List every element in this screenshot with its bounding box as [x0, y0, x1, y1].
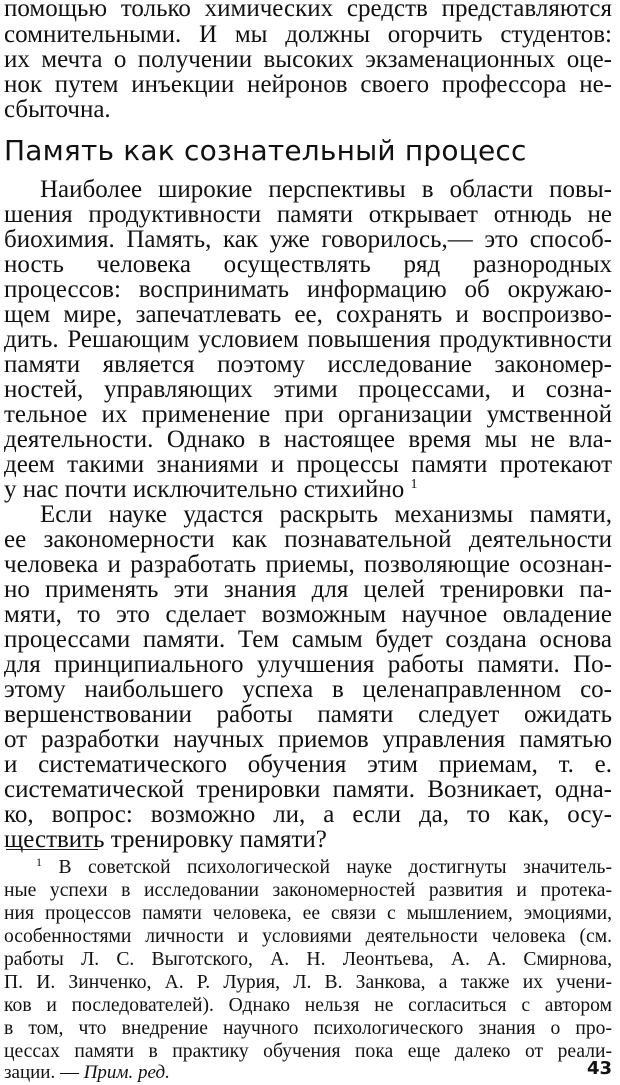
paragraph-line: ществить тренировку памяти?: [4, 826, 327, 853]
paragraph-line: шения продуктивности памяти открывает отнюдь не: [4, 201, 612, 228]
paragraph-line: ностей, управляющих этими процессами, и созна-: [4, 376, 612, 403]
footnote-line: ков и последователей). Однако нельзя не согласиться с автором: [4, 995, 612, 1016]
footnote-line: цессах памяти в практику обучения пока еще далеко от реали-: [4, 1041, 612, 1062]
footnote-number: 1: [36, 855, 42, 869]
paragraph-line: вершенствовании работы памяти следует ожидать: [4, 701, 612, 728]
footnote-line: П. И. Зинченко, А. Р. Лурия, Л. В. Занкова, а также их учени-: [4, 972, 612, 993]
paragraph-line: щем мире, запечатлевать ее, сохранять и воспроизво-: [4, 301, 612, 328]
paragraph-line: этому наибольшего успеха в целенаправленном со-: [4, 676, 612, 703]
paragraph-line: деем такими знаниями и процессы памяти протекают: [4, 451, 612, 478]
footnote-line: в том, что внедрение научного психологического знания о про-: [4, 1018, 612, 1039]
footnote-marker: 1: [410, 477, 418, 492]
footnote-text: В советской психологической науке достигнуты значитель-: [58, 857, 612, 878]
paragraph-line: Наиболее широкие перспективы в области повы-: [40, 176, 612, 203]
paragraph-line: и систематического обучения этим приемам, т. е.: [4, 751, 612, 778]
footnote-text: зации. —: [4, 1062, 79, 1083]
paragraph-line-text: у нас почти исключительно стихийно: [4, 476, 405, 503]
intro-line: нок путем инъекции нейронов своего профессора не-: [4, 71, 612, 98]
footnote-line: ные успехи в исследовании закономерностей развития и протека-: [4, 880, 612, 901]
paragraph-line: для принципиального улучшения работы памяти. По-: [4, 651, 612, 678]
paragraph-line: систематической тренировки памяти. Возникает, одна-: [4, 776, 612, 803]
paragraph-line: ность человека осуществлять ряд разнородных: [4, 251, 612, 278]
paragraph-line: человека и разработать приемы, позволяющие осознан-: [4, 551, 612, 578]
intro-line: их мечта о получении высоких экзаменационных оце-: [4, 46, 612, 73]
paragraph-line: Если науке удастся раскрыть механизмы памяти,: [40, 501, 612, 528]
paragraph-line: ее закономерности как познавательной деятельности: [4, 526, 612, 553]
intro-line: сбыточна.: [4, 96, 111, 123]
intro-line: помощью только химических средств представляются: [4, 0, 612, 22]
paragraph-line: процессами памяти. Тем самым будет создана основа: [4, 626, 612, 653]
footnote-line: ния процессов памяти человека, ее связи с мышлением, эмоциями,: [4, 903, 612, 924]
paragraph-line: от разработки научных приемов управления памятью: [4, 726, 612, 753]
paragraph-line: мяти, то это сделает возможным научное овладение: [4, 601, 612, 628]
paragraph-line: тельное их применение при организации умственной: [4, 401, 612, 428]
paragraph-line: биохимия. Память, как уже говорилось,— это способ-: [4, 226, 612, 253]
section-heading: Память как сознательный процесс: [4, 134, 527, 167]
paragraph-line: процессов: воспринимать информацию об окружаю-: [4, 276, 612, 303]
footnote-line-first: [36, 856, 612, 880]
footnote-line: особенностями личности и условиями деятельности человека (см.: [4, 926, 612, 947]
paragraph-line: ко, вопрос: возможно ли, а если да, то как, осу-: [4, 801, 612, 828]
intro-line: сомнительными. И мы должны огорчить студентов:: [4, 21, 612, 48]
paragraph-line: деятельности. Однако в настоящее время мы не вла-: [4, 426, 612, 453]
page-number: 43: [586, 1058, 612, 1079]
paragraph-line: памяти является поэтому исследование закономер-: [4, 351, 612, 378]
paragraph-line: дить. Решающим условием повышения продуктивности: [4, 326, 612, 353]
editor-note: Прим. ред.: [83, 1062, 170, 1083]
footnote-separator: [6, 849, 98, 850]
paragraph-line: но применять эти знания для целей тренировки па-: [4, 576, 612, 603]
footnote-line: работы Л. С. Выготского, А. Н. Леонтьева, А. А. Смирнова,: [4, 949, 612, 970]
